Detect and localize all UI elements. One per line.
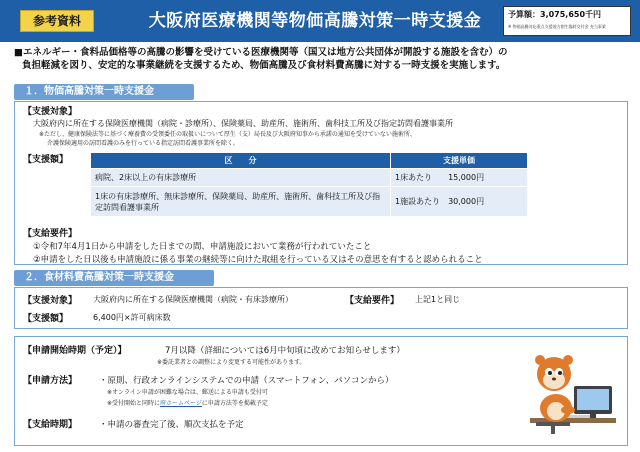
s1-amount-label: 【支援額】 — [23, 155, 69, 165]
s1-target-label: 【支援対象】 — [23, 107, 78, 117]
section-1-heading — [14, 84, 194, 100]
table-row — [91, 169, 528, 187]
start-note: ※委託業者との調整により変更する可能性があります。 — [157, 359, 306, 366]
intro-line-1: ■エネルギー・食料品価格等の高騰の影響を受けている医療機関等（国又は地方公共団体が開設する施設を含む）の — [14, 47, 508, 58]
s1-requirement-1: ①令和7年4月1日から申請をした日までの間、申請施設において業務が行われていたこと — [33, 242, 372, 252]
support-unit-table — [90, 152, 528, 217]
table-header-unit: 支援単価 — [391, 153, 528, 169]
budget-amount: 予算額：3,075,650千円 — [508, 10, 602, 19]
budget-note: ※ 物価高騰対応重点支援地方創生臨時交付金 充当事業 — [508, 24, 606, 29]
timing-text: ・申請の審査完了後、順次支払を予定 — [99, 420, 244, 430]
method-label: 【申請方法】 — [23, 376, 78, 386]
header-bar — [0, 0, 640, 42]
timing-label: 【支給時期】 — [23, 420, 78, 430]
table-cell-category: 1床の有床診療所、無床診療所、保険薬局、助産所、施術所、歯科技工所及び指定訪問看護事業所 — [91, 187, 391, 217]
mascot-at-computer-illustration — [528, 340, 618, 436]
intro-text — [14, 46, 628, 72]
s1-requirement-2: ②申請をした日以後も申請施設に係る事業の継続等に向けた取組を行っている又はその意思を有すると認められること — [33, 255, 483, 265]
s2-requirement-text: 上記1と同じ — [415, 295, 461, 304]
table-cell-unit: 1床あたり 15,000円 — [391, 169, 528, 187]
table-row — [91, 187, 528, 217]
section-1-heading-label: １．物価高騰対策一時支援金 — [24, 86, 154, 97]
method-note-2-pre: ※受付開始と同時に — [107, 400, 161, 407]
s1-target-text: 大阪府内に所在する保険医療機関（病院・診療所）、保険薬局、助産所、施術所、歯科技工所及び指定訪問看護事業所 — [33, 119, 453, 128]
start-label: 【申請開始時期（予定）】 — [23, 346, 127, 356]
s1-requirement-label: 【支給要件】 — [23, 229, 78, 239]
s2-requirement-label: 【支給要件】 — [345, 296, 400, 306]
s2-amount-text: 6,400円×許可病床数 — [93, 313, 171, 322]
table-header-category: 区 分 — [91, 153, 391, 169]
method-note-2-post: に申請方法等を掲載予定 — [201, 400, 268, 407]
prefecture-homepage-link[interactable]: 府ホームページ — [160, 400, 202, 407]
section-2-heading-label: ２．食材料費高騰対策一時支援金 — [24, 272, 174, 283]
section-2-heading — [14, 270, 214, 286]
method-note-2 — [107, 398, 268, 407]
s1-target-note-1: ※ただし、健康保険法等に基づく療養費の受領委任の取扱いについて厚生（支）局長及び大阪府知事から承諾の通知を受けていない施術所、 — [39, 131, 416, 138]
method-note-1: ※オンライン申請が困難な場合は、郵送による申請も受付可 — [107, 389, 268, 396]
table-cell-category: 病院、2床以上の有床診療所 — [91, 169, 391, 187]
reference-badge: 参考資料 — [20, 10, 94, 32]
s2-target-label: 【支援対象】 — [23, 296, 78, 306]
intro-line-2: 負担軽減を図り、安定的な事業継続を支援するため、物価高騰及び食材料費高騰に対する一時支援を実施します。 — [22, 60, 506, 71]
method-text: ・原則、行政オンラインシステムでの申請（スマートフォン、パソコンから） — [99, 376, 394, 386]
table-cell-unit: 1施設あたり 30,000円 — [391, 187, 528, 217]
s2-target-text: 大阪府内に所在する保険医療機関（病院・有床診療所） — [93, 295, 293, 304]
table-header-row — [91, 153, 528, 169]
budget-box — [503, 6, 631, 36]
page-title: 大阪府医療機関等物価高騰対策一時支援金 — [148, 11, 482, 31]
start-text: 7月以降（詳細については6月中旬頃に改めてお知らせします） — [165, 346, 405, 356]
section-2-box — [14, 287, 628, 329]
s2-amount-label: 【支援額】 — [23, 314, 69, 324]
s1-target-note-2: 介護保険適用の訪問看護のみを行っている指定訪問看護事業所を除く。 — [47, 140, 239, 147]
